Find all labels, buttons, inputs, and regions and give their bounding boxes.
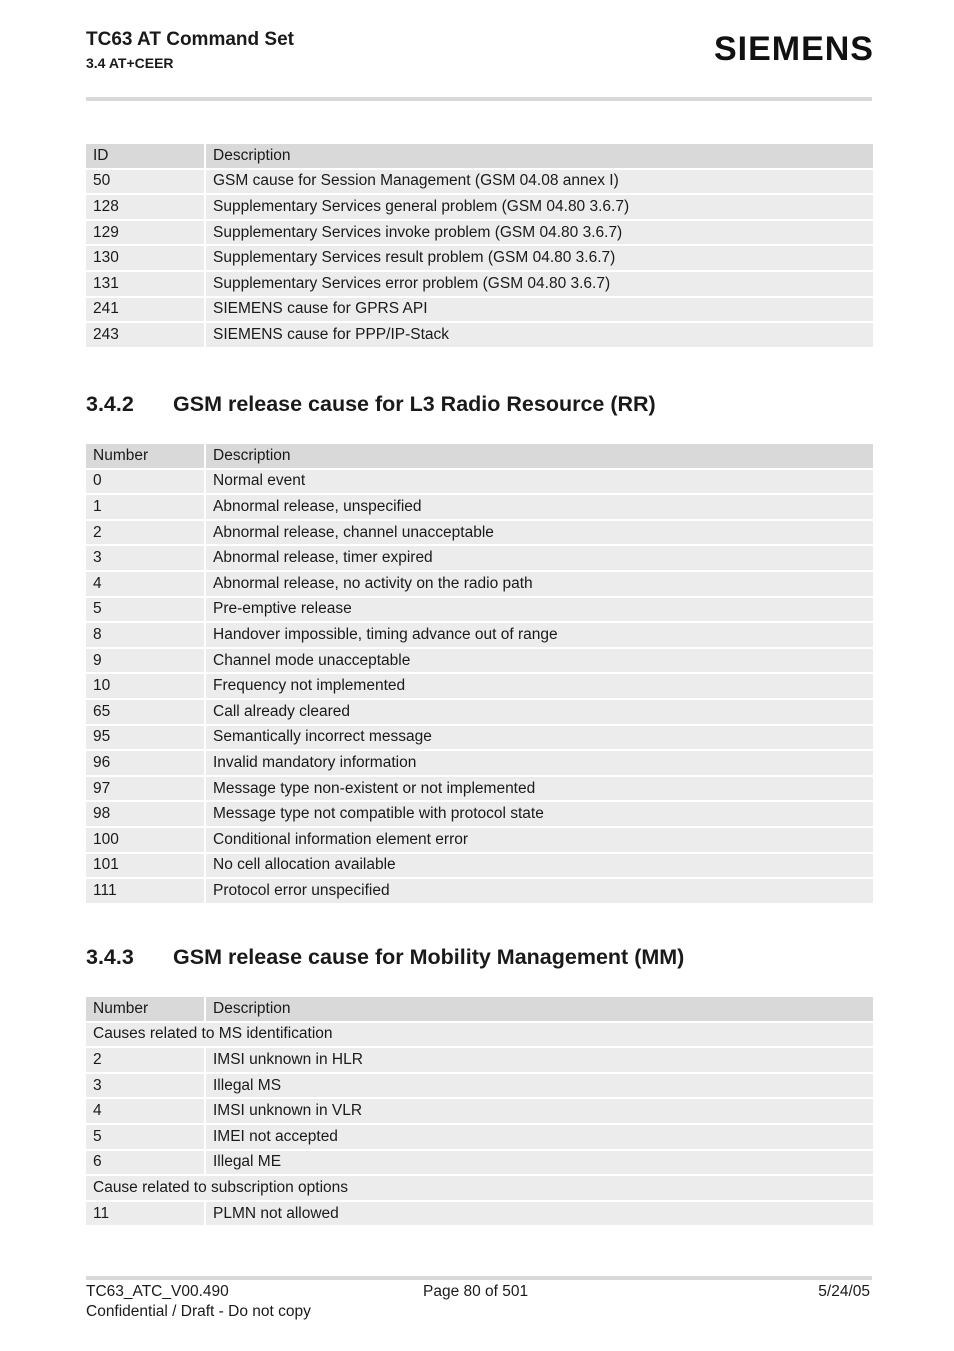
number-cell: 97 <box>86 777 206 803</box>
description-cell: Message type non-existent or not implemented <box>206 777 873 803</box>
section-title: GSM release cause for Mobility Management (MM) <box>173 945 685 969</box>
description-cell: Abnormal release, channel unacceptable <box>206 521 873 547</box>
table-row <box>86 572 873 598</box>
description-cell: Handover impossible, timing advance out of range <box>206 623 873 649</box>
table-row <box>86 700 873 726</box>
description-cell: Invalid mandatory information <box>206 751 873 777</box>
number-cell: 96 <box>86 751 206 777</box>
section-number: 3.4.3 <box>86 945 134 969</box>
description-cell: IMSI unknown in HLR <box>206 1048 873 1074</box>
number-cell: 65 <box>86 700 206 726</box>
section-breadcrumb: 3.4 AT+CEER <box>86 55 174 71</box>
number-cell: 100 <box>86 828 206 854</box>
footer-confidential: Confidential / Draft - Do not copy <box>86 1303 311 1320</box>
table-row <box>86 323 873 349</box>
number-cell: 10 <box>86 674 206 700</box>
section-heading-rr <box>86 392 656 417</box>
number-cell: ID <box>86 144 206 170</box>
table-row <box>86 221 873 247</box>
header-divider <box>86 97 872 101</box>
table-row <box>86 1048 873 1074</box>
table-row <box>86 751 873 777</box>
description-cell: Supplementary Services error problem (GSM 04.80 3.6.7) <box>206 272 873 298</box>
table-row <box>86 195 873 221</box>
description-cell: Channel mode unacceptable <box>206 649 873 675</box>
number-cell: 3 <box>86 1074 206 1100</box>
number-cell: Number <box>86 997 206 1023</box>
group-label-cell: Causes related to MS identification <box>86 1023 873 1049</box>
number-cell: 0 <box>86 470 206 496</box>
table-row <box>86 777 873 803</box>
description-cell: Call already cleared <box>206 700 873 726</box>
number-cell: 111 <box>86 879 206 905</box>
description-cell: No cell allocation available <box>206 854 873 880</box>
number-cell: 131 <box>86 272 206 298</box>
group-label-cell: Cause related to subscription options <box>86 1176 873 1202</box>
number-cell: 8 <box>86 623 206 649</box>
footer-date: 5/24/05 <box>818 1283 870 1300</box>
footer-divider <box>86 1276 872 1280</box>
number-cell: 2 <box>86 521 206 547</box>
table-row <box>86 1202 873 1228</box>
number-cell: 1 <box>86 495 206 521</box>
description-cell: Message type not compatible with protocol state <box>206 802 873 828</box>
number-cell: 6 <box>86 1151 206 1177</box>
table-row <box>86 1099 873 1125</box>
description-cell: Illegal ME <box>206 1151 873 1177</box>
description-cell: IMEI not accepted <box>206 1125 873 1151</box>
description-cell: Illegal MS <box>206 1074 873 1100</box>
table-row <box>86 802 873 828</box>
table-row <box>86 521 873 547</box>
cause-id-table <box>86 144 873 349</box>
table-group-row <box>86 1176 873 1202</box>
table-row <box>86 470 873 496</box>
table-header-row <box>86 997 873 1023</box>
description-cell: Supplementary Services general problem (GSM 04.80 3.6.7) <box>206 195 873 221</box>
table-header-row <box>86 144 873 170</box>
number-cell: 3 <box>86 546 206 572</box>
table-group-row <box>86 1023 873 1049</box>
table-row <box>86 854 873 880</box>
table-row <box>86 726 873 752</box>
number-cell: 101 <box>86 854 206 880</box>
number-cell: 243 <box>86 323 206 349</box>
description-cell: Conditional information element error <box>206 828 873 854</box>
description-cell: Supplementary Services result problem (GSM 04.80 3.6.7) <box>206 246 873 272</box>
number-cell: 5 <box>86 598 206 624</box>
description-cell: Semantically incorrect message <box>206 726 873 752</box>
table-row <box>86 828 873 854</box>
table-row <box>86 623 873 649</box>
footer-doc-id: TC63_ATC_V00.490 <box>86 1283 229 1300</box>
number-cell: 4 <box>86 1099 206 1125</box>
table-row <box>86 495 873 521</box>
table-row <box>86 246 873 272</box>
section-heading-mm <box>86 945 684 970</box>
table-row <box>86 1125 873 1151</box>
table-row <box>86 1151 873 1177</box>
description-cell: Abnormal release, no activity on the radio path <box>206 572 873 598</box>
table-row <box>86 879 873 905</box>
footer-page-number: Page 80 of 501 <box>423 1283 529 1300</box>
description-cell: GSM cause for Session Management (GSM 04.08 annex I) <box>206 170 873 196</box>
document-title: TC63 AT Command Set <box>86 29 294 50</box>
table-row <box>86 546 873 572</box>
table-row <box>86 1074 873 1100</box>
description-cell: Protocol error unspecified <box>206 879 873 905</box>
description-cell: Description <box>206 444 873 470</box>
description-cell: Description <box>206 997 873 1023</box>
table-row <box>86 272 873 298</box>
section-title: GSM release cause for L3 Radio Resource (RR) <box>173 392 656 416</box>
mm-cause-table <box>86 997 873 1227</box>
table-row <box>86 598 873 624</box>
table-row <box>86 298 873 324</box>
table-row <box>86 649 873 675</box>
number-cell: Number <box>86 444 206 470</box>
section-number: 3.4.2 <box>86 392 134 416</box>
number-cell: 128 <box>86 195 206 221</box>
description-cell: IMSI unknown in VLR <box>206 1099 873 1125</box>
description-cell: Supplementary Services invoke problem (GSM 04.80 3.6.7) <box>206 221 873 247</box>
description-cell: Abnormal release, unspecified <box>206 495 873 521</box>
description-cell: Normal event <box>206 470 873 496</box>
number-cell: 50 <box>86 170 206 196</box>
description-cell: Abnormal release, timer expired <box>206 546 873 572</box>
description-cell: SIEMENS cause for PPP/IP-Stack <box>206 323 873 349</box>
number-cell: 9 <box>86 649 206 675</box>
description-cell: Description <box>206 144 873 170</box>
number-cell: 98 <box>86 802 206 828</box>
rr-cause-table <box>86 444 873 905</box>
siemens-logo: SIEMENS <box>713 30 874 68</box>
number-cell: 95 <box>86 726 206 752</box>
table-row <box>86 674 873 700</box>
number-cell: 5 <box>86 1125 206 1151</box>
number-cell: 11 <box>86 1202 206 1228</box>
description-cell: Frequency not implemented <box>206 674 873 700</box>
description-cell: PLMN not allowed <box>206 1202 873 1228</box>
number-cell: 129 <box>86 221 206 247</box>
table-header-row <box>86 444 873 470</box>
table-row <box>86 170 873 196</box>
number-cell: 130 <box>86 246 206 272</box>
description-cell: SIEMENS cause for GPRS API <box>206 298 873 324</box>
description-cell: Pre-emptive release <box>206 598 873 624</box>
number-cell: 241 <box>86 298 206 324</box>
number-cell: 4 <box>86 572 206 598</box>
number-cell: 2 <box>86 1048 206 1074</box>
